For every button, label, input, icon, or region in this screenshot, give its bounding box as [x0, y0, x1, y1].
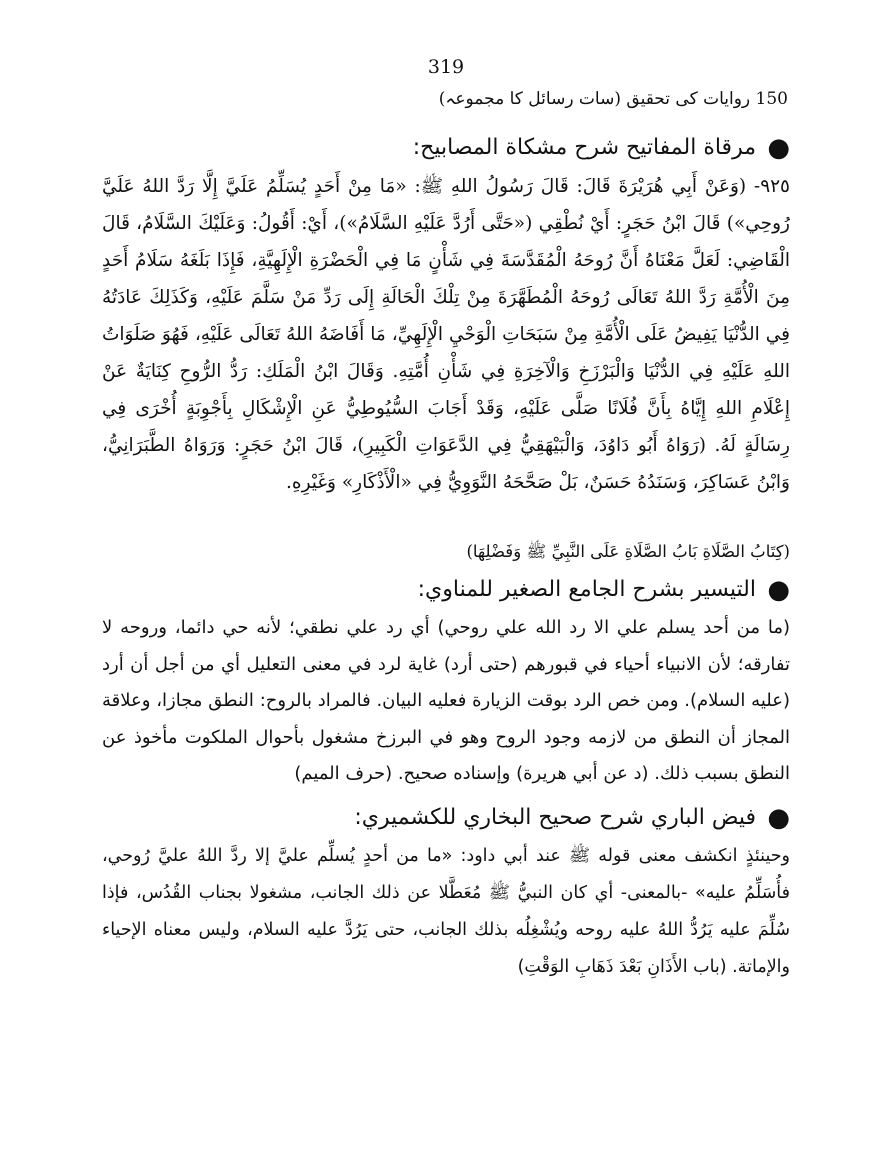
section-heading-taysir	[102, 570, 790, 610]
source-reference: (كِتَابُ الصَّلَاةِ بَابُ الصَّلَاةِ عَلَى النَّبِيِّ ﷺ وَفَضْلِهَا)	[466, 542, 790, 561]
bullet-icon: ●	[767, 803, 790, 833]
bullet-icon: ●	[767, 133, 790, 163]
section-heading-mirqat	[102, 128, 790, 168]
section-title: التيسير بشرح الجامع الصغير للمناوي:	[417, 577, 756, 602]
section-heading-faydh	[102, 798, 790, 838]
taysir-paragraph: (ما من أحد يسلم علي الا رد الله علي روحي) أي رد علي نطقي؛ لأنه حي دائما، وروحه لا تفارقه؛ لأن الانبياء أحياء في قبورهم (حتى أرد) غاية لرد في معنى التعليل أي من أجل أن أرد (عليه السلام). ومن خص الرد بوقت الزيارة فعليه البيان. فالمراد بالروح: النطق مجازا، وعلاقة المجاز أن النطق من لازمه وجود الروح وهو في البرزخ مشغول بأحوال الملكوت مأخوذ عن النطق بسبب ذلك. (د عن أبي هريرة) وإسناده صحيح. (حرف الميم)	[102, 617, 790, 784]
running-header: 150 روایات کی تحقیق (سات رسائل کا مجموعہ)	[438, 89, 788, 109]
faydh-paragraph: وحينئذٍ انكشف معنى قوله ﷺ عند أبي داود: «ما من أحدٍ يُسلِّم عليَّ إلا ردَّ اللهُ عليَّ رُوحي، فأُسَلِّمُ عليه» -بالمعنى- أي كان النبيُّ ﷺ مُعَطَّلا عن ذلك الجانب، مشغولا بجناب القُدُس، فإذا سُلِّمَ عليه يَرُدُّ اللهُ عليه روحه ويُشْغِلُه بذلك الجانب، حتى يَرُدَّ عليه السلام، وليس معناه الإحياء والإماتة. (باب الأَذَانِ بَعْدَ ذَهَابِ الوَقْتِ)	[102, 846, 790, 977]
page-number: 319	[427, 56, 465, 78]
section-title: فيض الباري شرح صحيح البخاري للكشميري:	[354, 805, 756, 830]
hadith-commentary-paragraph: ٩٢٥- (وَعَنْ أَبِي هُرَيْرَةَ قَالَ: قَالَ رَسُولُ اللهِ ﷺ: «مَا مِنْ أَحَدٍ يُسَلِّمُ عَلَيَّ إِلَّا رَدَّ اللهُ عَلَيَّ رُوحِي») قَالَ ابْنُ حَجَرٍ: أَيْ نُطْقِي («حَتَّى أَرُدَّ عَلَيْهِ السَّلَامُ»)، أَيْ: أَقُولُ: وَعَلَيْكَ السَّلَامُ، قَالَ الْقَاضِي: لَعَلَّ مَعْنَاهُ أَنَّ رُوحَهُ الْمُقَدَّسَةَ فِي شَأْنٍ مَا فِي الْحَضْرَةِ الْإِلَهِيَّةِ، فَإِذَا بَلَغَهُ سَلَامُ أَحَدٍ مِنَ الْأُمَّةِ رَدَّ اللهُ تَعَالَى رُوحَهُ الْمُطَهَّرَةَ مِنْ تِلْكَ الْحَالَةِ إِلَى رَدِّ مَنْ سَلَّمَ عَلَيْهِ، وَكَذَلِكَ عَادَتُهُ فِي الدُّنْيَا يَفِيضُ عَلَى الْأُمَّةِ مِنْ سَبَحَاتِ الْوَحْيِ الْإِلَهِيِّ، مَا أَفَاضَهُ اللهُ تَعَالَى عَلَيْهِ، فَهُوَ صَلَوَاتُ اللهِ عَلَيْهِ فِي الدُّنْيَا وَالْبَرْزَخِ وَالْآخِرَةِ فِي شَأْنِ أُمَّتِهِ. وَقَالَ ابْنُ الْمَلَكِ: رَدُّ الرُّوحِ كِنَايَةٌ عَنْ إِعْلَامِ اللهِ إِيَّاهُ بِأَنَّ فُلَانًا صَلَّى عَلَيْهِ، وَقَدْ أَجَابَ السُّيُوطِيُّ عَنِ الْإِشْكَالِ بِأَجْوِبَةٍ أُخْرَى فِي رِسَالَةٍ لَهُ. (رَوَاهُ أَبُو دَاوُدَ، وَالْبَيْهَقِيُّ فِي الدَّعَوَاتِ الْكَبِيرِ)، قَالَ ابْنُ حَجَرٍ: وَرَوَاهُ الطَّبَرَانِيُّ، وَابْنُ عَسَاكِرَ، وَسَنَدُهُ حَسَنٌ، بَلْ صَحَّحَهُ النَّوَوِيُّ فِي «الْأَذْكَارِ» وَغَيْرِهِ.	[102, 176, 790, 493]
section-title: مرقاة المفاتيح شرح مشكاة المصابيح:	[412, 135, 756, 160]
bullet-icon: ●	[767, 575, 790, 605]
page-body	[102, 124, 790, 990]
